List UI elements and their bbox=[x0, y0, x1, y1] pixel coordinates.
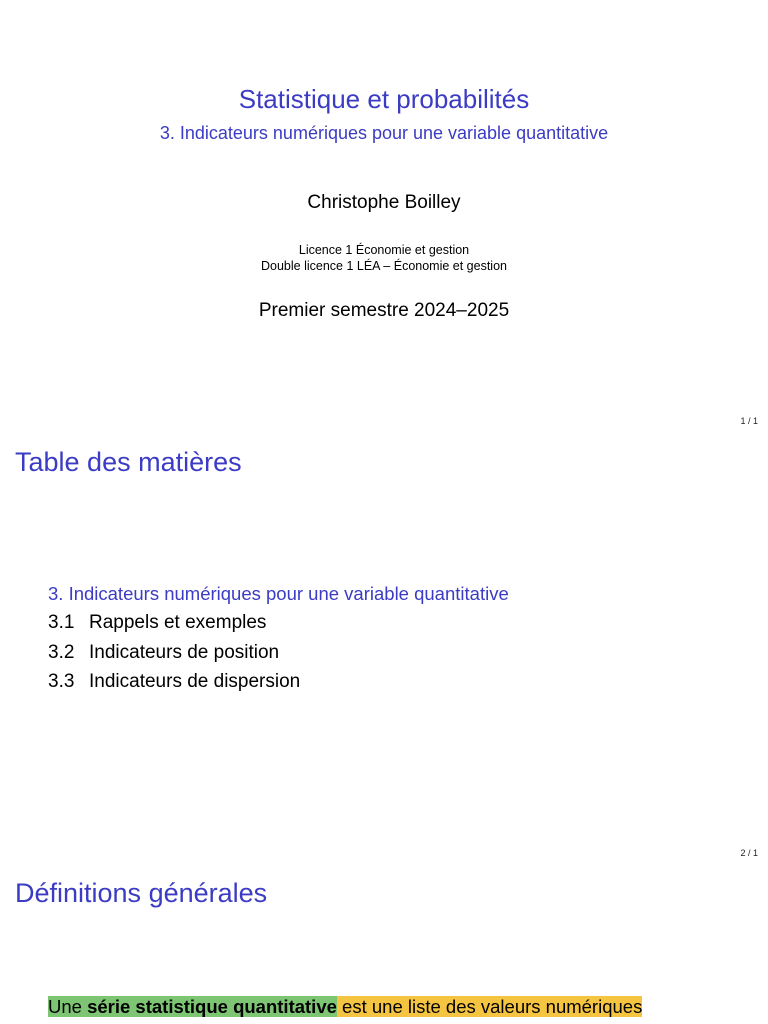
institution-line-2: Double licence 1 LÉA – Économie et gestion bbox=[261, 259, 507, 273]
toc-subsection-number: 3.3 bbox=[48, 671, 75, 692]
toc-slide bbox=[0, 432, 768, 864]
toc-subsection-label: Rappels et exemples bbox=[89, 612, 267, 633]
toc-subsection-label: Indicateurs de dispersion bbox=[89, 671, 301, 692]
toc-section-link[interactable]: 3. Indicateurs numériques pour une variable quantitative bbox=[48, 583, 509, 604]
toc-subsection-link[interactable] bbox=[48, 671, 300, 693]
toc-subsection-link[interactable] bbox=[48, 642, 279, 664]
page-number: 1 / 1 bbox=[740, 416, 758, 426]
definitions-title: Définitions générales bbox=[15, 878, 268, 908]
institution-line-1: Licence 1 Économie et gestion bbox=[298, 243, 470, 257]
definition-text bbox=[48, 996, 642, 1018]
presentation-subtitle: 3. Indicateurs numériques pour une variable quantitative bbox=[159, 123, 609, 143]
definition-rest: est une liste des valeurs numériques bbox=[336, 996, 643, 1017]
author-name: Christophe Boilley bbox=[307, 192, 461, 213]
toc-subsection-number: 3.2 bbox=[48, 642, 75, 663]
toc-subsection-label: Indicateurs de position bbox=[89, 642, 280, 663]
toc-subsection-link[interactable] bbox=[48, 612, 266, 634]
definition-prefix: Une bbox=[48, 996, 88, 1017]
toc-subsection-number: 3.1 bbox=[48, 612, 75, 633]
presentation-title: Statistique et probabilités bbox=[238, 84, 530, 114]
presentation-date: Premier semestre 2024–2025 bbox=[258, 300, 510, 321]
page-number: 2 / 1 bbox=[740, 848, 758, 858]
title-slide bbox=[0, 0, 768, 432]
definition-term: série statistique quantitative bbox=[87, 996, 337, 1017]
definition-highlight-term bbox=[48, 996, 337, 1017]
definitions-slide bbox=[0, 864, 768, 1024]
toc-title: Table des matières bbox=[15, 447, 242, 477]
